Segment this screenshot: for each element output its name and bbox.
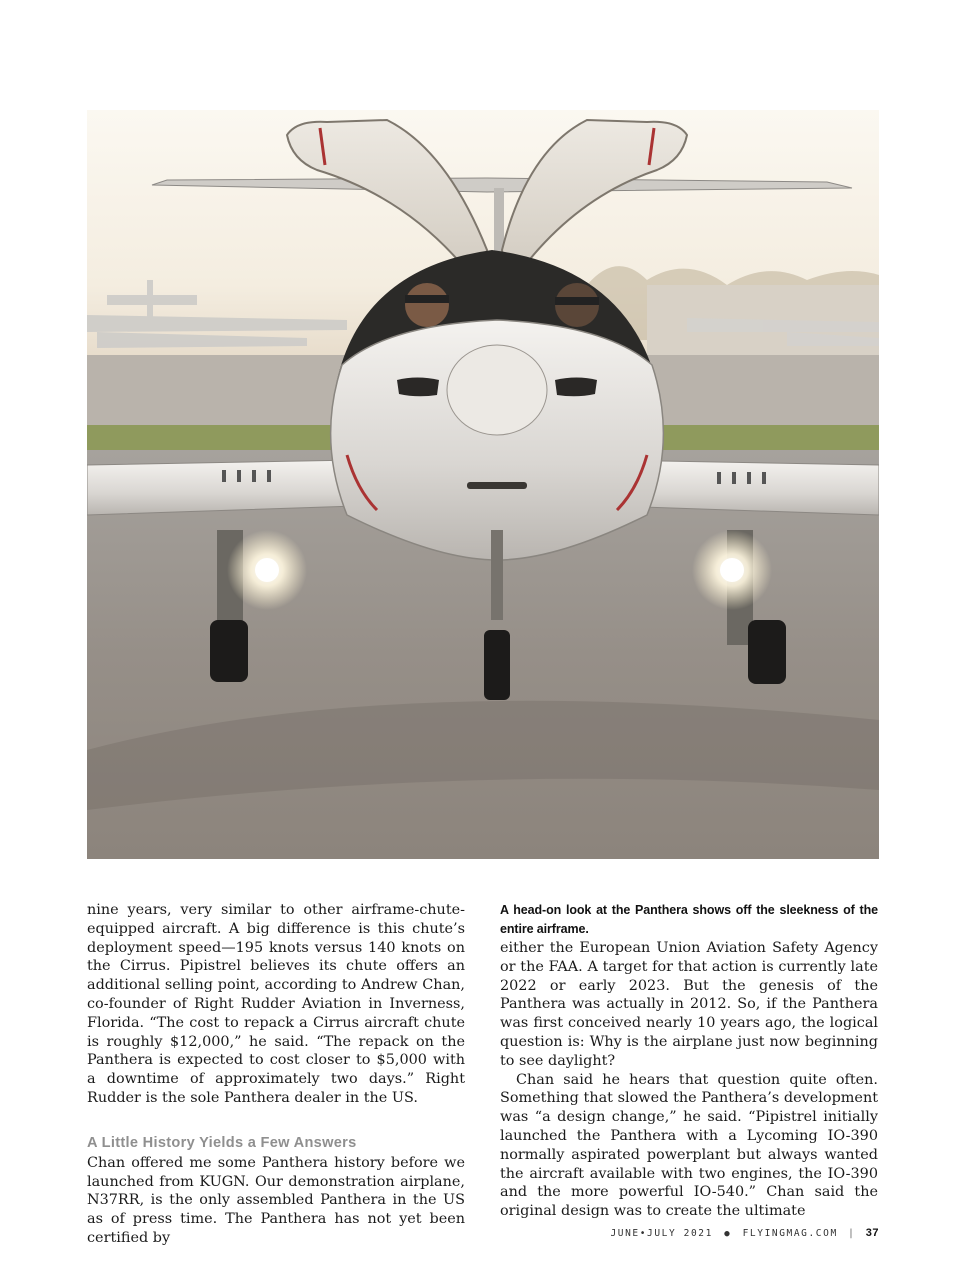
folio-issue: JUNE•JULY 2021 (610, 1228, 713, 1239)
body-paragraph: Chan offered me some Panthera history before we launched from KUGN. Our demonstration airplane, N37RR, is the only assembled Panthera in the US as of press time. The Panthera has not yet been certified by (87, 1154, 465, 1246)
section-subhead: A Little History Yields a Few Answers (87, 1134, 357, 1151)
body-paragraph: Chan said he hears that question quite often. Something that slowed the Panthera’s development was “a design change,” he said. “Pipistrel initially launched the Panthera with a Lycoming IO-390 normally aspirated powerplant but always wanted the aircraft available with two engines, the IO-390 and the more powerful IO-540.” Chan said the original design was to create the ultimate (500, 1071, 878, 1220)
panthera-head-on-photo (87, 110, 879, 859)
folio-site: FLYINGMAG.COM (742, 1228, 838, 1239)
body-paragraph: nine years, very similar to other airframe-chute-equipped aircraft. A big difference is this chute’s deployment speed—195 knots versus 140 knots on the Cirrus. Pipistrel believes its chute offers an additional selling point, according to Andrew Chan, co-founder of Right Rudder Aviation in Inverness, Florida. “The cost to repack a Cirrus aircraft chute is roughly $12,000,” he said. “The repack on the Panthera is expected to cost closer to $5,000 with a downtime of approximately two days.” Right Rudder is the sole Panthera dealer in the US. (87, 902, 465, 1106)
right-column (500, 901, 878, 1221)
folio-divider: | (848, 1228, 856, 1239)
body-paragraph: either the European Union Aviation Safety Agency or the FAA. A target for that action is currently late 2022 or early 2023. But the genesis of the Panthera was actually in 2012. So, if the Panthera was first conceived nearly 10 years ago, the logical question is: Why is the airplane just now beginning to see daylight? (500, 940, 878, 1069)
photo-caption: A head-on look at the Panthera shows off the sleekness of the entire airframe. (500, 903, 878, 936)
bullet-icon: ● (724, 1229, 732, 1239)
page-number: 37 (865, 1227, 879, 1239)
page-folio (610, 1227, 879, 1239)
left-column (87, 901, 465, 1248)
